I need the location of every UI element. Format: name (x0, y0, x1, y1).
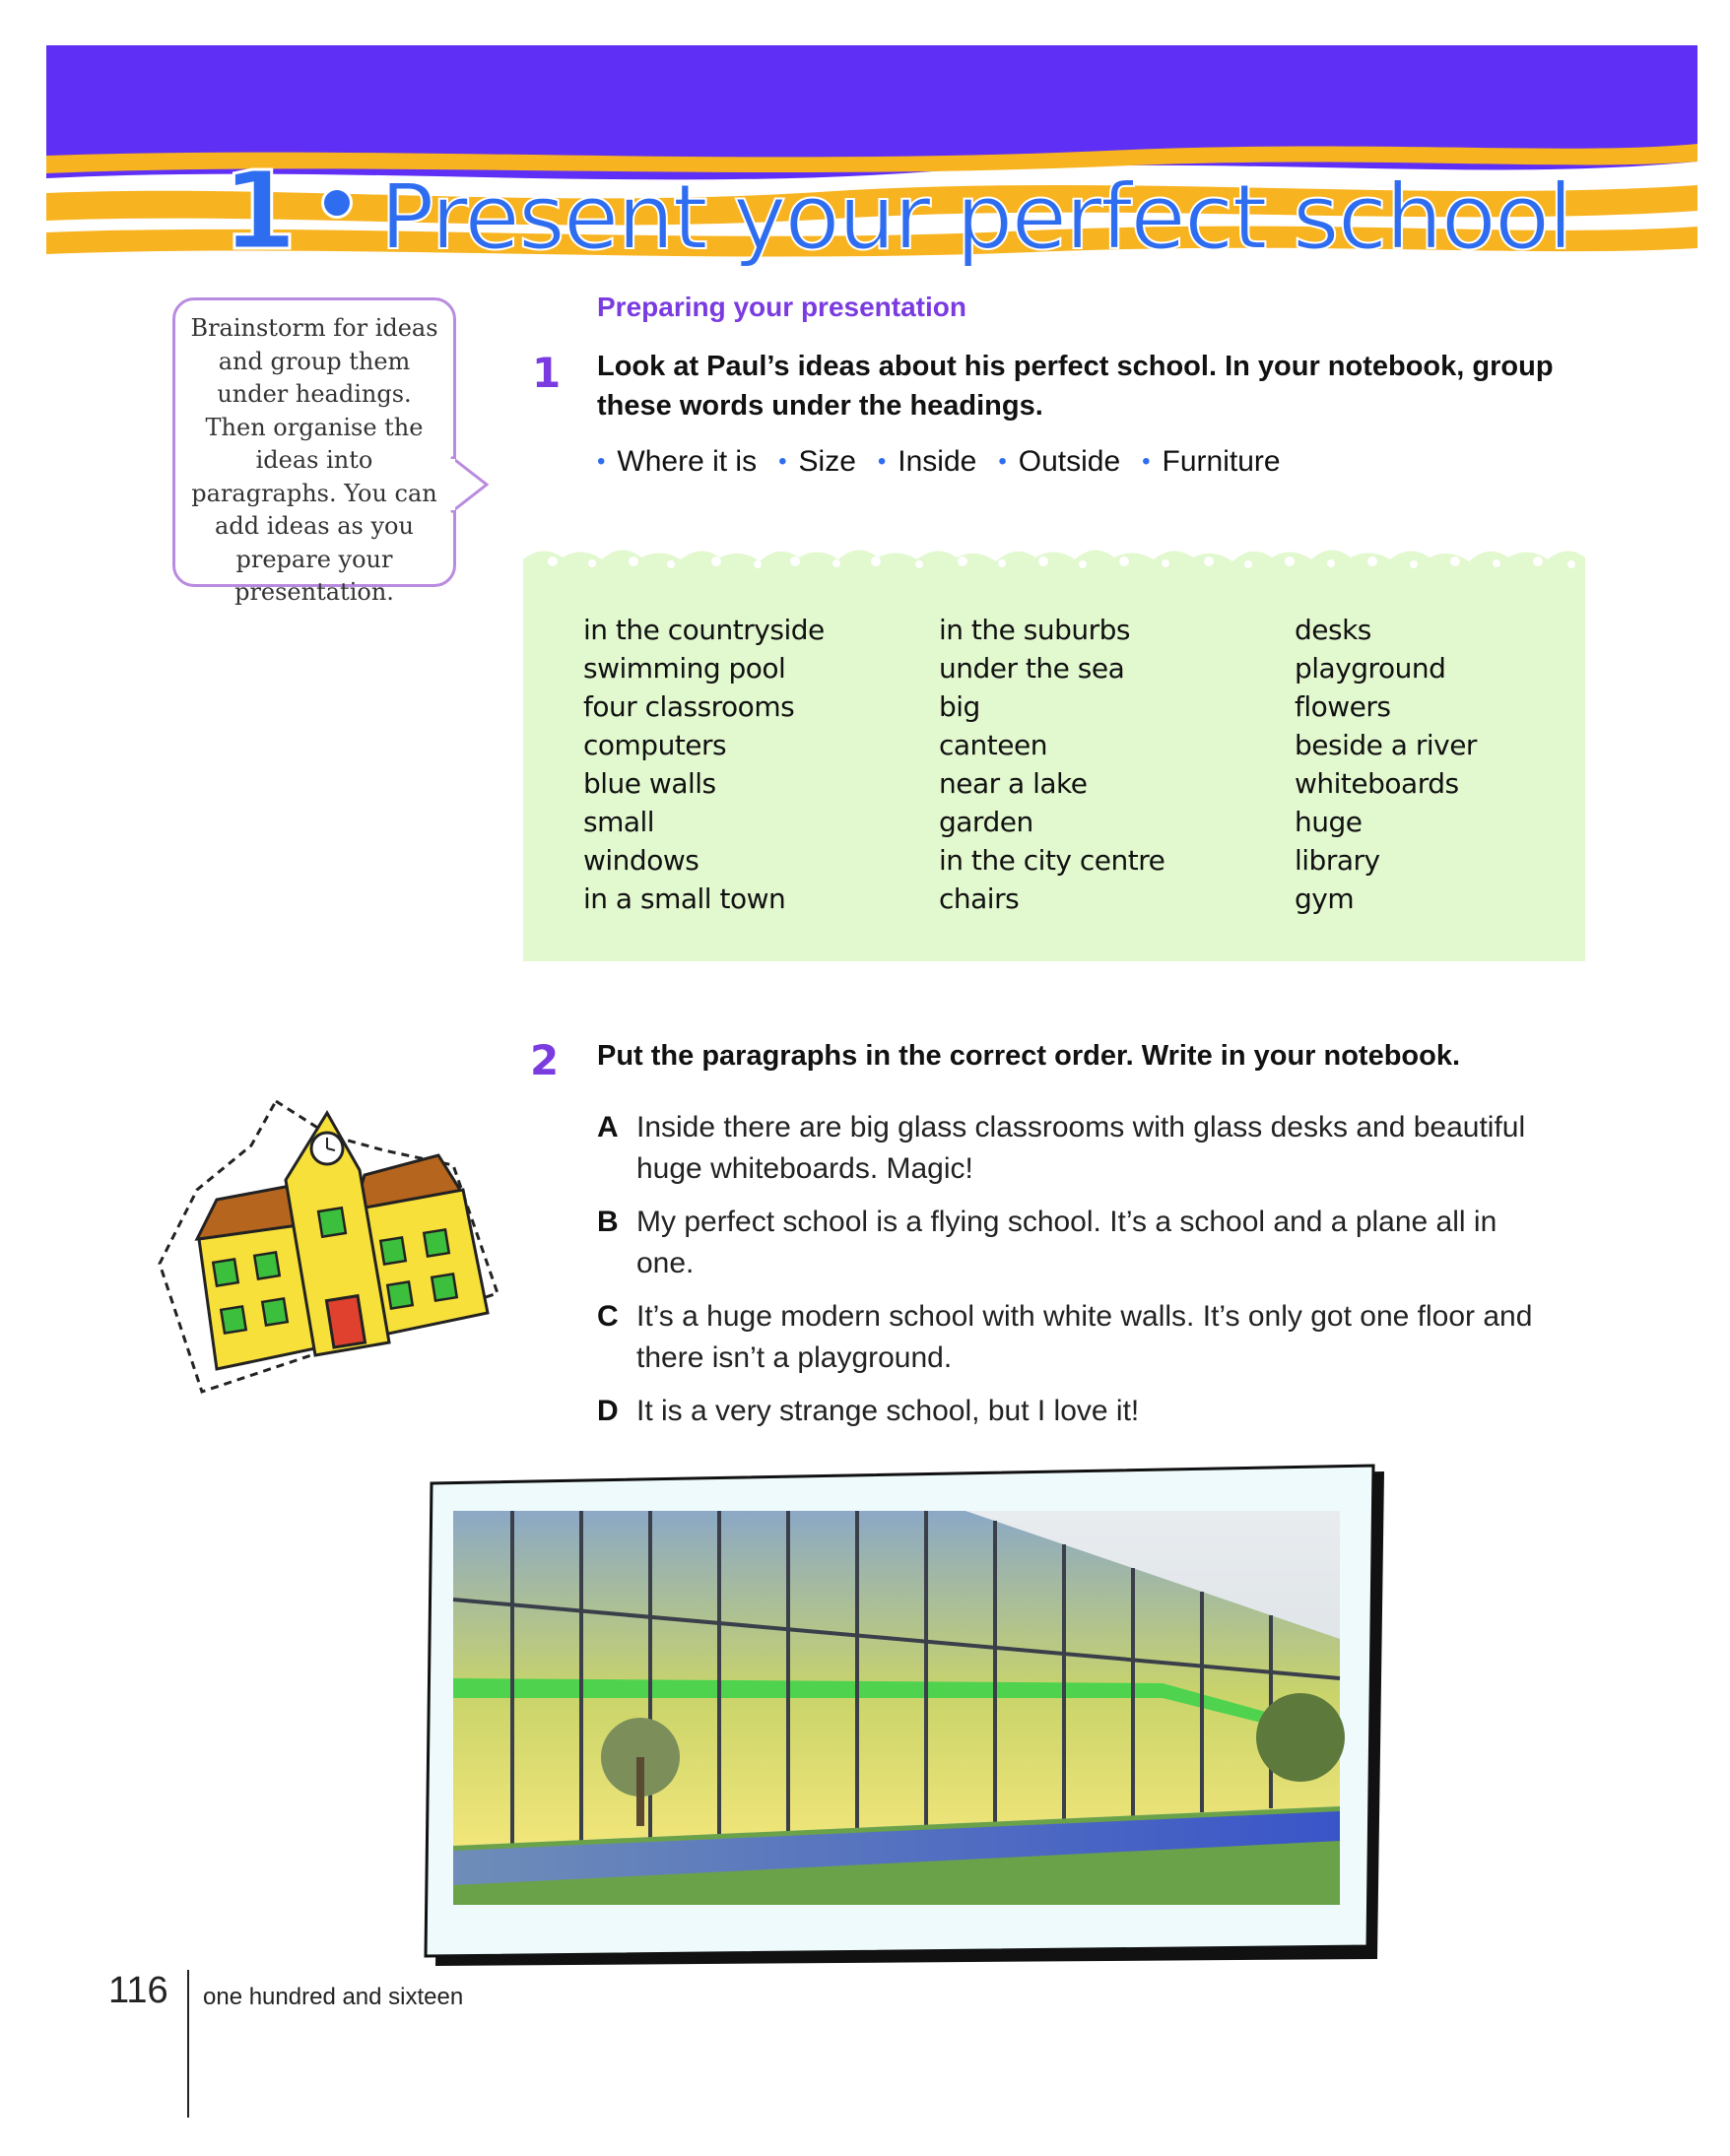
paragraph-letter: A (597, 1111, 619, 1143)
exercise-1-instruction: Look at Paul’s ideas about his perfect school. In your notebook, group these words under the headings. (597, 351, 1554, 422)
paragraph-text: Inside there are big glass classrooms with glass desks and beautiful huge whiteboards. Magic! (636, 1111, 1526, 1185)
word-item: whiteboards (1295, 767, 1459, 800)
title-text: Present your perfect school (379, 164, 1571, 270)
paragraph-text: My perfect school is a flying school. It’s a school and a plane all in one. (636, 1206, 1497, 1279)
word-column-1 (583, 611, 825, 918)
word-item: library (1295, 844, 1380, 877)
word-item: flowers (1295, 690, 1391, 723)
exercise-1-number: 1 (532, 349, 562, 397)
bullet-icon: • (1142, 448, 1151, 475)
paragraph-text: It is a very strange school, but I love it! (636, 1395, 1140, 1427)
paragraph-option (597, 1107, 1558, 1189)
page-number-words: one hundred and sixteen (203, 1984, 464, 2010)
paragraph-letter: B (597, 1206, 619, 1238)
word-column-3 (1295, 611, 1477, 918)
tip-bubble-pointer-icon (449, 455, 493, 514)
word-item: gym (1295, 882, 1355, 915)
word-item: canteen (939, 729, 1047, 761)
word-item: near a lake (939, 767, 1088, 800)
word-item: in a small town (583, 882, 786, 915)
word-item: beside a river (1295, 729, 1477, 761)
word-column-2 (939, 611, 1164, 918)
word-item: blue walls (583, 767, 716, 800)
paragraph-option (597, 1202, 1558, 1283)
tip-bubble (172, 297, 456, 606)
bullet-icon: • (877, 448, 887, 475)
word-item: in the countryside (583, 614, 825, 646)
paragraph-option (597, 1296, 1558, 1378)
glass-school-building-photo (424, 1462, 1389, 1974)
bullet-icon: • (597, 448, 606, 475)
paragraph-letter: C (597, 1300, 619, 1333)
heading-item: • Inside (877, 445, 977, 478)
bullet-icon: • (778, 448, 787, 475)
word-item: chairs (939, 882, 1020, 915)
paragraph-text: It’s a huge modern school with white walls. It’s only got one floor and there isn’t a playground. (636, 1300, 1533, 1374)
word-item: in the suburbs (939, 614, 1131, 646)
heading-item: • Size (778, 445, 856, 478)
school-building-sticker-icon (158, 1091, 502, 1397)
word-item: huge (1295, 806, 1363, 838)
word-item: under the sea (939, 652, 1125, 685)
tip-text: Brainstorm for ideas and group them under headings. Then organise the ideas into paragraphs. You can add ideas as you prepare your presentation. (190, 314, 438, 606)
word-item: small (583, 806, 655, 838)
headings-list (597, 445, 1281, 479)
paragraph-letter: D (597, 1395, 619, 1427)
heading-item: • Where it is (597, 445, 758, 478)
exercise-2-instruction: Put the paragraphs in the correct order. Write in your notebook. (597, 1040, 1461, 1072)
heading-item: • Outside (998, 445, 1121, 478)
paragraph-option (597, 1391, 1558, 1432)
bullet-icon: • (998, 448, 1007, 475)
word-item: four classrooms (583, 690, 795, 723)
page-number: 116 (108, 1970, 168, 2011)
word-item: computers (583, 729, 727, 761)
word-item: in the city centre (939, 844, 1165, 877)
heading-item: • Furniture (1142, 445, 1281, 478)
word-item: windows (583, 844, 699, 877)
section-heading: Preparing your presentation (597, 292, 966, 322)
footer-divider (187, 1970, 189, 2118)
word-item: big (939, 690, 980, 723)
unit-number: 1 (222, 148, 294, 274)
word-item: garden (939, 806, 1033, 838)
word-item: swimming pool (583, 652, 786, 685)
word-item: desks (1295, 614, 1371, 646)
word-item: playground (1295, 652, 1446, 685)
title-bullet (321, 187, 353, 219)
page-title (222, 148, 1571, 276)
exercise-2-number: 2 (530, 1036, 560, 1084)
